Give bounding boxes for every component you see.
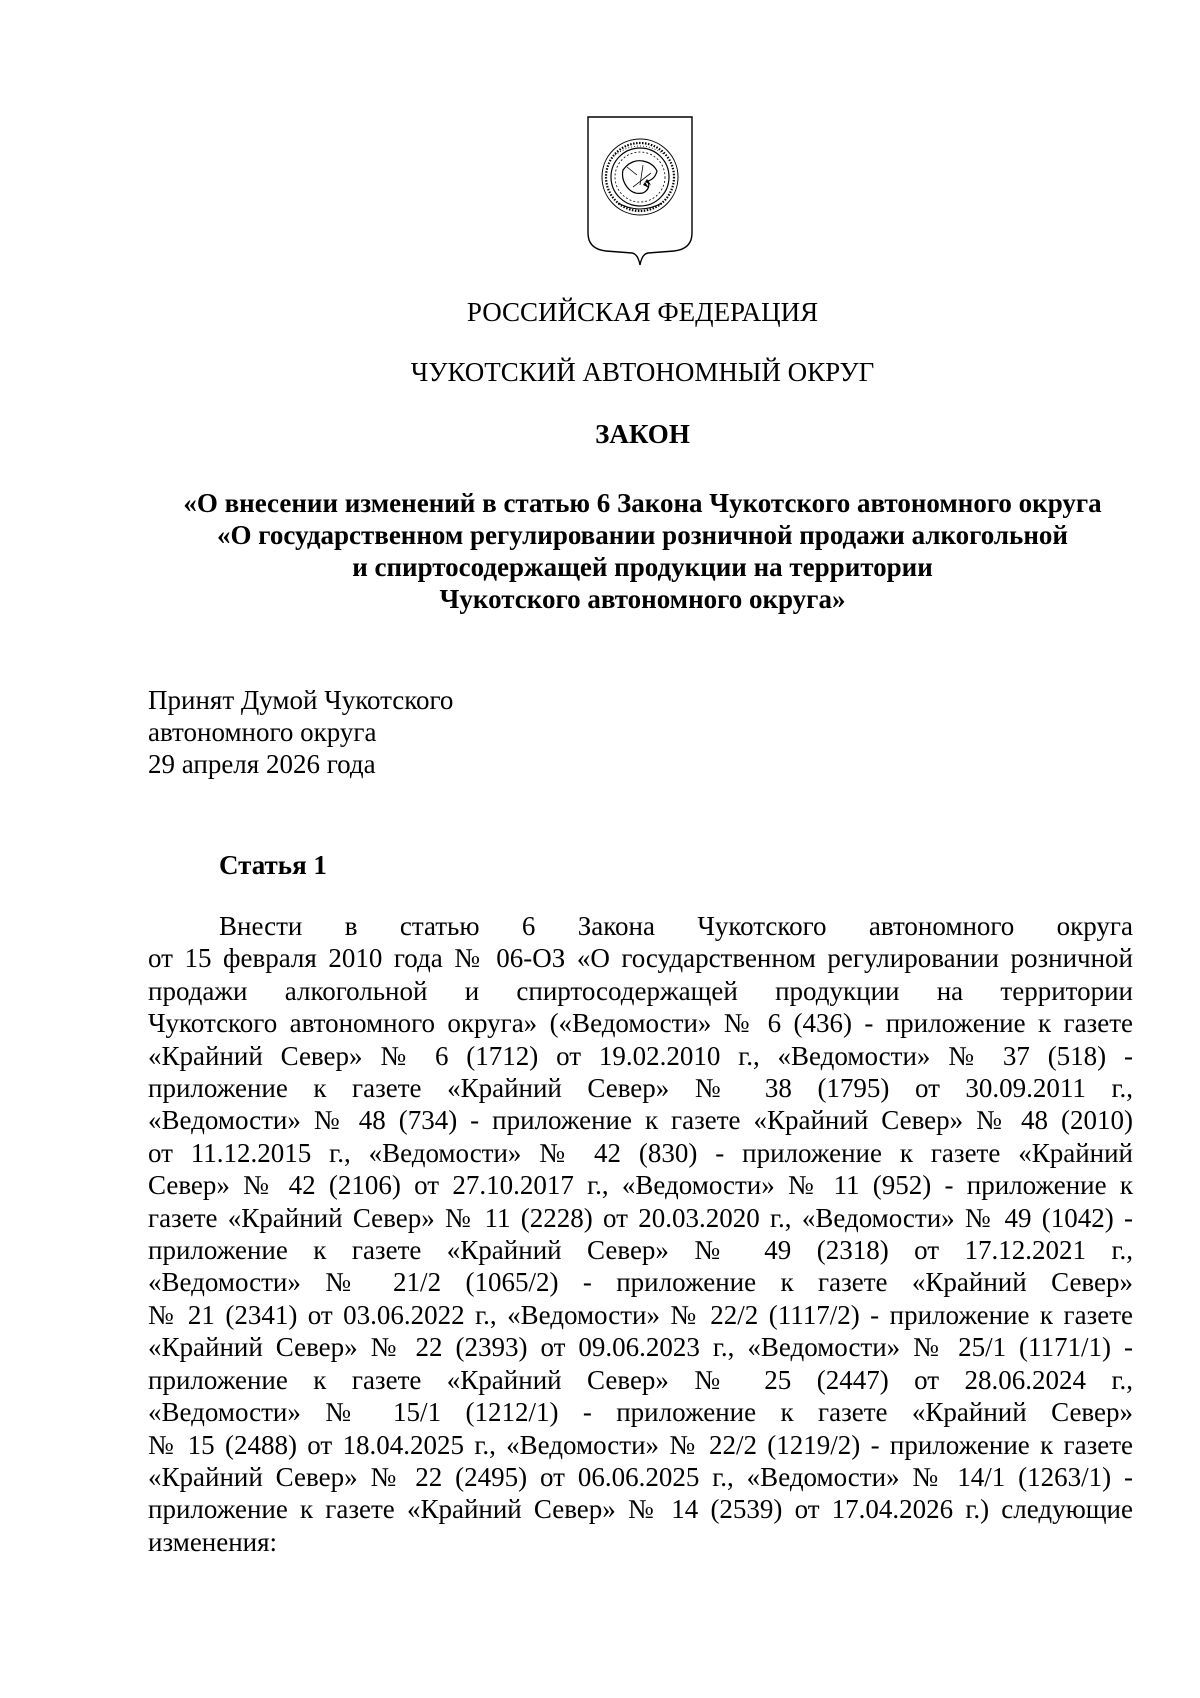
body-line: приложение к газете «Крайний Север» № 14 (2539) от 17.04.2026 г.) следующие (148, 1494, 1133, 1525)
body-line: Внести в статью 6 Закона Чукотского автономного округа (219, 911, 1133, 941)
body-line: приложение к газете «Крайний Север» № 49 (2318) от 17.12.2021 г., (148, 1235, 1133, 1266)
adoption-line: автономного округа (148, 717, 377, 747)
law-title-line: Чукотского автономного округа» (439, 584, 846, 614)
body-line: № 15 (2488) от 18.04.2025 г., «Ведомости» № 22/2 (1219/2) - приложение к газете (148, 1429, 1133, 1460)
coat-of-arms-emblem (585, 115, 695, 268)
adoption-date: 29 апреля 2026 года (148, 749, 376, 779)
adoption-note (148, 684, 453, 780)
law-title-line: «О государственном регулировании розничной продажи алкогольной (217, 520, 1068, 550)
body-line: № 21 (2341) от 03.06.2022 г., «Ведомости» № 22/2 (1117/2) - приложение к газете (148, 1299, 1133, 1330)
region-heading: ЧУКОТСКИЙ АВТОНОМНЫЙ ОКРУГ (410, 357, 875, 387)
country-heading: РОССИЙСКАЯ ФЕДЕРАЦИЯ (466, 297, 819, 327)
law-title-line: и спиртосодержащей продукции на территории (352, 552, 933, 582)
body-line: газете «Крайний Север» № 11 (2228) от 20.03.2020 г., «Ведомости» № 49 (1042) - (148, 1202, 1133, 1233)
article-body (148, 910, 1133, 1558)
body-line: «Ведомости» № 15/1 (1212/1) - приложение к газете «Крайний Север» (148, 1397, 1133, 1428)
law-title (150, 487, 1135, 615)
body-line: Чукотского автономного округа» («Ведомости» № 6 (436) - приложение к газете (148, 1008, 1133, 1039)
law-title-line: «О внесении изменений в статью 6 Закона Чукотского автономного округа (183, 488, 1102, 518)
body-line: «Ведомости» № 21/2 (1065/2) - приложение к газете «Крайний Север» (148, 1267, 1133, 1298)
article-heading: Статья 1 (219, 850, 327, 880)
body-line: продажи алкогольной и спиртосодержащей продукции на территории (148, 975, 1133, 1006)
body-line: Север» № 42 (2106) от 27.10.2017 г., «Ведомости» № 11 (952) - приложение к (148, 1170, 1133, 1201)
document-type-heading: ЗАКОН (595, 419, 690, 449)
body-line: «Крайний Север» № 22 (2393) от 09.06.2023 г., «Ведомости» № 25/1 (1171/1) - (148, 1332, 1133, 1363)
body-line: от 15 февраля 2010 года № 06-ОЗ «О государственном регулировании розничной (148, 943, 1133, 974)
body-line: изменения: (148, 1526, 278, 1557)
body-line: «Крайний Север» № 22 (2495) от 06.06.2025 г., «Ведомости» № 14/1 (1263/1) - (148, 1461, 1133, 1492)
body-line: «Крайний Север» № 6 (1712) от 19.02.2010 г., «Ведомости» № 37 (518) - (148, 1040, 1133, 1071)
body-line: приложение к газете «Крайний Север» № 25 (2447) от 28.06.2024 г., (148, 1364, 1133, 1395)
body-line: приложение к газете «Крайний Север» № 38 (1795) от 30.09.2011 г., (148, 1073, 1133, 1104)
body-line: от 11.12.2015 г., «Ведомости» № 42 (830) - приложение к газете «Крайний (148, 1137, 1133, 1168)
adoption-line: Принят Думой Чукотского (148, 685, 454, 715)
body-line: «Ведомости» № 48 (734) - приложение к газете «Крайний Север» № 48 (2010) (148, 1105, 1133, 1136)
